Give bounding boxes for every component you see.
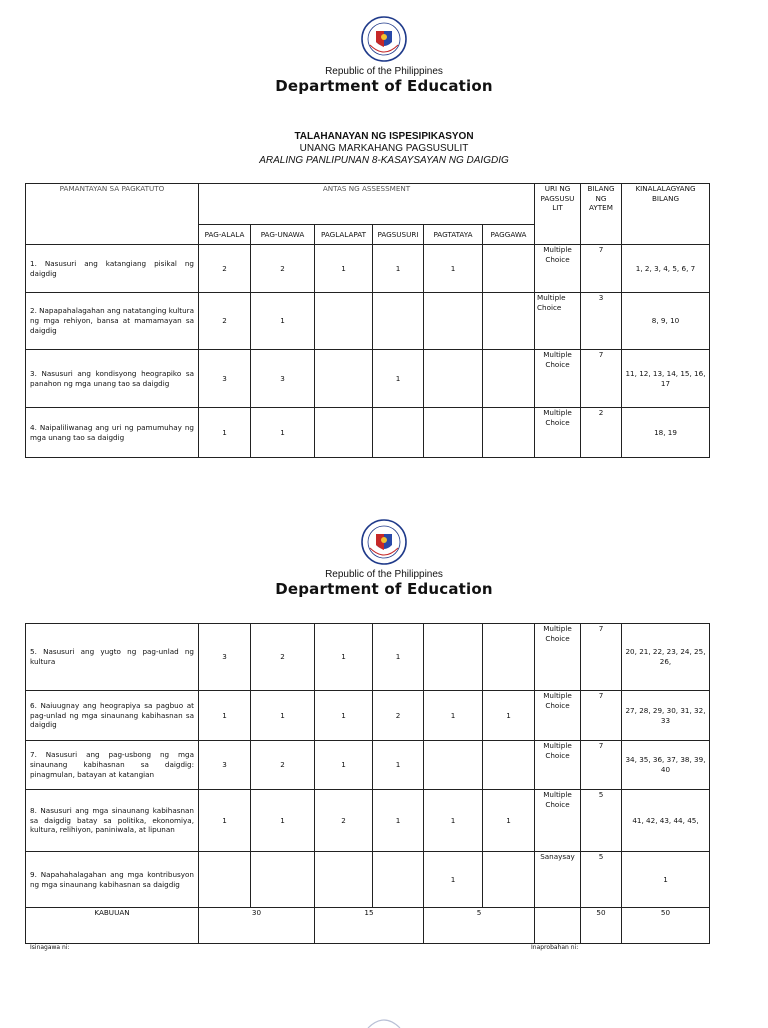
level-cell: 1 (251, 790, 315, 852)
kinalalagyan-cell: 34, 35, 36, 37, 38, 39, 40 (622, 741, 710, 790)
level-cell (373, 293, 424, 350)
total-bilang-cell: 50 (581, 908, 622, 944)
uri-cell: Multiple Choice (535, 790, 581, 852)
competency-cell: 9. Napahahalagahan ang mga kontribusyon ng mga sinaunang kabihasnan sa daigdig (26, 852, 199, 908)
header-level-paglalapat: PAGLALAPAT (315, 225, 373, 245)
level-cell (483, 408, 535, 458)
level-cell (424, 350, 483, 408)
bilang-cell: 5 (581, 852, 622, 908)
subject-title: ARALING PANLIPUNAN 8-KASAYSAYAN NG DAIGDIG (259, 155, 509, 166)
level-cell: 2 (315, 790, 373, 852)
header-level-pag-alala: PAG-ALALA (199, 225, 251, 245)
uri-cell: Multiple Choice (535, 408, 581, 458)
totals-label: KABUUAN (26, 908, 199, 944)
kinalalagyan-cell: 1 (622, 852, 710, 908)
uri-cell: Multiple Choice (535, 245, 581, 293)
level-cell: 3 (199, 350, 251, 408)
level-cell: 2 (373, 691, 424, 741)
level-cell (424, 624, 483, 691)
level-cell (483, 293, 535, 350)
level-cell: 1 (373, 350, 424, 408)
level-cell: 1 (251, 408, 315, 458)
table-row (26, 852, 710, 908)
level-cell: 1 (483, 691, 535, 741)
level-cell: 1 (424, 852, 483, 908)
level-cell (483, 350, 535, 408)
uri-cell: Multiple Choice (535, 741, 581, 790)
table-row (26, 790, 710, 852)
prepared-by-label: Isinagawa ni: (30, 944, 70, 951)
level-cell: 1 (424, 691, 483, 741)
level-cell: 3 (199, 624, 251, 691)
level-cell (483, 741, 535, 790)
competency-cell: 1. Nasusuri ang katangiang pisikal ng daigdig (26, 245, 199, 293)
competency-cell: 4. Naipaliliwanag ang uri ng pamumuhay ng mga unang tao sa daigdig (26, 408, 199, 458)
uri-cell: Multiple Choice (535, 350, 581, 408)
approved-by-label: Inaprobahan ni: (531, 944, 579, 951)
level-cell: 1 (483, 790, 535, 852)
bilang-cell: 7 (581, 691, 622, 741)
level-cell (315, 408, 373, 458)
level-cell: 1 (424, 790, 483, 852)
level-cell: 2 (199, 293, 251, 350)
table-row (26, 350, 710, 408)
total-cell: 30 (199, 908, 315, 944)
level-cell: 1 (315, 624, 373, 691)
level-cell (483, 245, 535, 293)
department-title: Department of Education (275, 77, 493, 95)
level-cell (424, 293, 483, 350)
level-cell: 3 (199, 741, 251, 790)
uri-cell: Multiple Choice (535, 691, 581, 741)
level-cell: 1 (315, 741, 373, 790)
kinalalagyan-cell: 20, 21, 22, 23, 24, 25, 26, (622, 624, 710, 691)
level-cell: 1 (199, 790, 251, 852)
kinalalagyan-cell: 41, 42, 43, 44, 45, (622, 790, 710, 852)
competency-cell: 7. Nasusuri ang pag-usbong ng mga sinaunang kabihasnan sa daigdig: pinagmulan, batayan at katangian (26, 741, 199, 790)
level-cell: 1 (373, 790, 424, 852)
header-kinalalagyan: KINALALAGYANG BILANG (622, 184, 710, 245)
level-cell (315, 350, 373, 408)
exam-title: UNANG MARKAHANG PAGSUSULIT (299, 143, 469, 154)
republic-label: Republic of the Philippines (325, 569, 443, 580)
level-cell (315, 293, 373, 350)
total-uri-cell (535, 908, 581, 944)
table-row (26, 691, 710, 741)
header-level-pagtataya: PAGTATAYA (424, 225, 483, 245)
level-cell: 1 (373, 741, 424, 790)
level-cell (373, 408, 424, 458)
deped-seal-icon (366, 1018, 402, 1028)
kinalalagyan-cell: 8, 9, 10 (622, 293, 710, 350)
bilang-cell: 3 (581, 293, 622, 350)
table-row (26, 408, 710, 458)
level-cell: 1 (199, 691, 251, 741)
competency-cell: 6. Naiuugnay ang heograpiya sa pagbuo at pag-unlad ng mga sinaunang kabihasnan sa daigdig (26, 691, 199, 741)
level-cell (251, 852, 315, 908)
level-cell: 1 (315, 245, 373, 293)
competency-cell: 3. Nasusuri ang kondisyong heograpiko sa panahon ng mga unang tao sa daigdig (26, 350, 199, 408)
header-uri: URI NG PAGSUSU LIT (535, 184, 581, 245)
bilang-cell: 7 (581, 741, 622, 790)
level-cell: 1 (424, 245, 483, 293)
level-cell: 1 (251, 691, 315, 741)
specification-table-page2 (25, 623, 710, 944)
republic-label: Republic of the Philippines (325, 66, 443, 77)
uri-cell: Multiple Choice (535, 293, 581, 350)
header-level-pagsusuri: PAGSUSURI (373, 225, 424, 245)
deped-seal-icon (360, 15, 408, 63)
kinalalagyan-cell: 1, 2, 3, 4, 5, 6, 7 (622, 245, 710, 293)
department-title: Department of Education (275, 580, 493, 598)
uri-cell: Sanaysay (535, 852, 581, 908)
level-cell (199, 852, 251, 908)
table-row (26, 293, 710, 350)
level-cell (424, 408, 483, 458)
table-row (26, 741, 710, 790)
table-row (26, 624, 710, 691)
competency-cell: 5. Nasusuri ang yugto ng pag-unlad ng kultura (26, 624, 199, 691)
header-competency: PAMANTAYAN SA PAGKATUTO (26, 184, 199, 245)
kinalalagyan-cell: 18, 19 (622, 408, 710, 458)
total-cell: 15 (315, 908, 424, 944)
level-cell (373, 852, 424, 908)
competency-cell: 2. Napapahalagahan ang natatanging kultura ng mga rehiyon, bansa at mamamayan sa daigdig (26, 293, 199, 350)
header-bilang: BILANG NG AYTEM (581, 184, 622, 245)
table-title: TALAHANAYAN NG ISPESIPIKASYON (294, 131, 474, 142)
bilang-cell: 7 (581, 350, 622, 408)
level-cell: 1 (199, 408, 251, 458)
table-row (26, 245, 710, 293)
competency-cell: 8. Nasusuri ang mga sinaunang kabihasnan sa daigdig batay sa politika, ekonomiya, kultura, relihiyon, paniniwala, at lipunan (26, 790, 199, 852)
level-cell: 2 (251, 245, 315, 293)
level-cell (315, 852, 373, 908)
header-level-paggawa: PAGGAWA (483, 225, 535, 245)
header-assessment: ANTAS NG ASSESSMENT (199, 184, 535, 225)
deped-seal-icon (360, 518, 408, 566)
level-cell (483, 624, 535, 691)
level-cell: 1 (373, 624, 424, 691)
kinalalagyan-cell: 11, 12, 13, 14, 15, 16, 17 (622, 350, 710, 408)
uri-cell: Multiple Choice (535, 624, 581, 691)
totals-row (26, 908, 710, 944)
kinalalagyan-cell: 27, 28, 29, 30, 31, 32, 33 (622, 691, 710, 741)
bilang-cell: 7 (581, 624, 622, 691)
level-cell: 2 (251, 624, 315, 691)
level-cell (424, 741, 483, 790)
total-kinalalagyan-cell: 50 (622, 908, 710, 944)
level-cell: 1 (251, 293, 315, 350)
level-cell: 1 (315, 691, 373, 741)
level-cell: 3 (251, 350, 315, 408)
specification-table-page1 (25, 183, 710, 458)
total-cell: 5 (424, 908, 535, 944)
level-cell: 2 (251, 741, 315, 790)
bilang-cell: 5 (581, 790, 622, 852)
level-cell (483, 852, 535, 908)
level-cell: 1 (373, 245, 424, 293)
header-level-pag-unawa: PAG-UNAWA (251, 225, 315, 245)
bilang-cell: 7 (581, 245, 622, 293)
level-cell: 2 (199, 245, 251, 293)
bilang-cell: 2 (581, 408, 622, 458)
